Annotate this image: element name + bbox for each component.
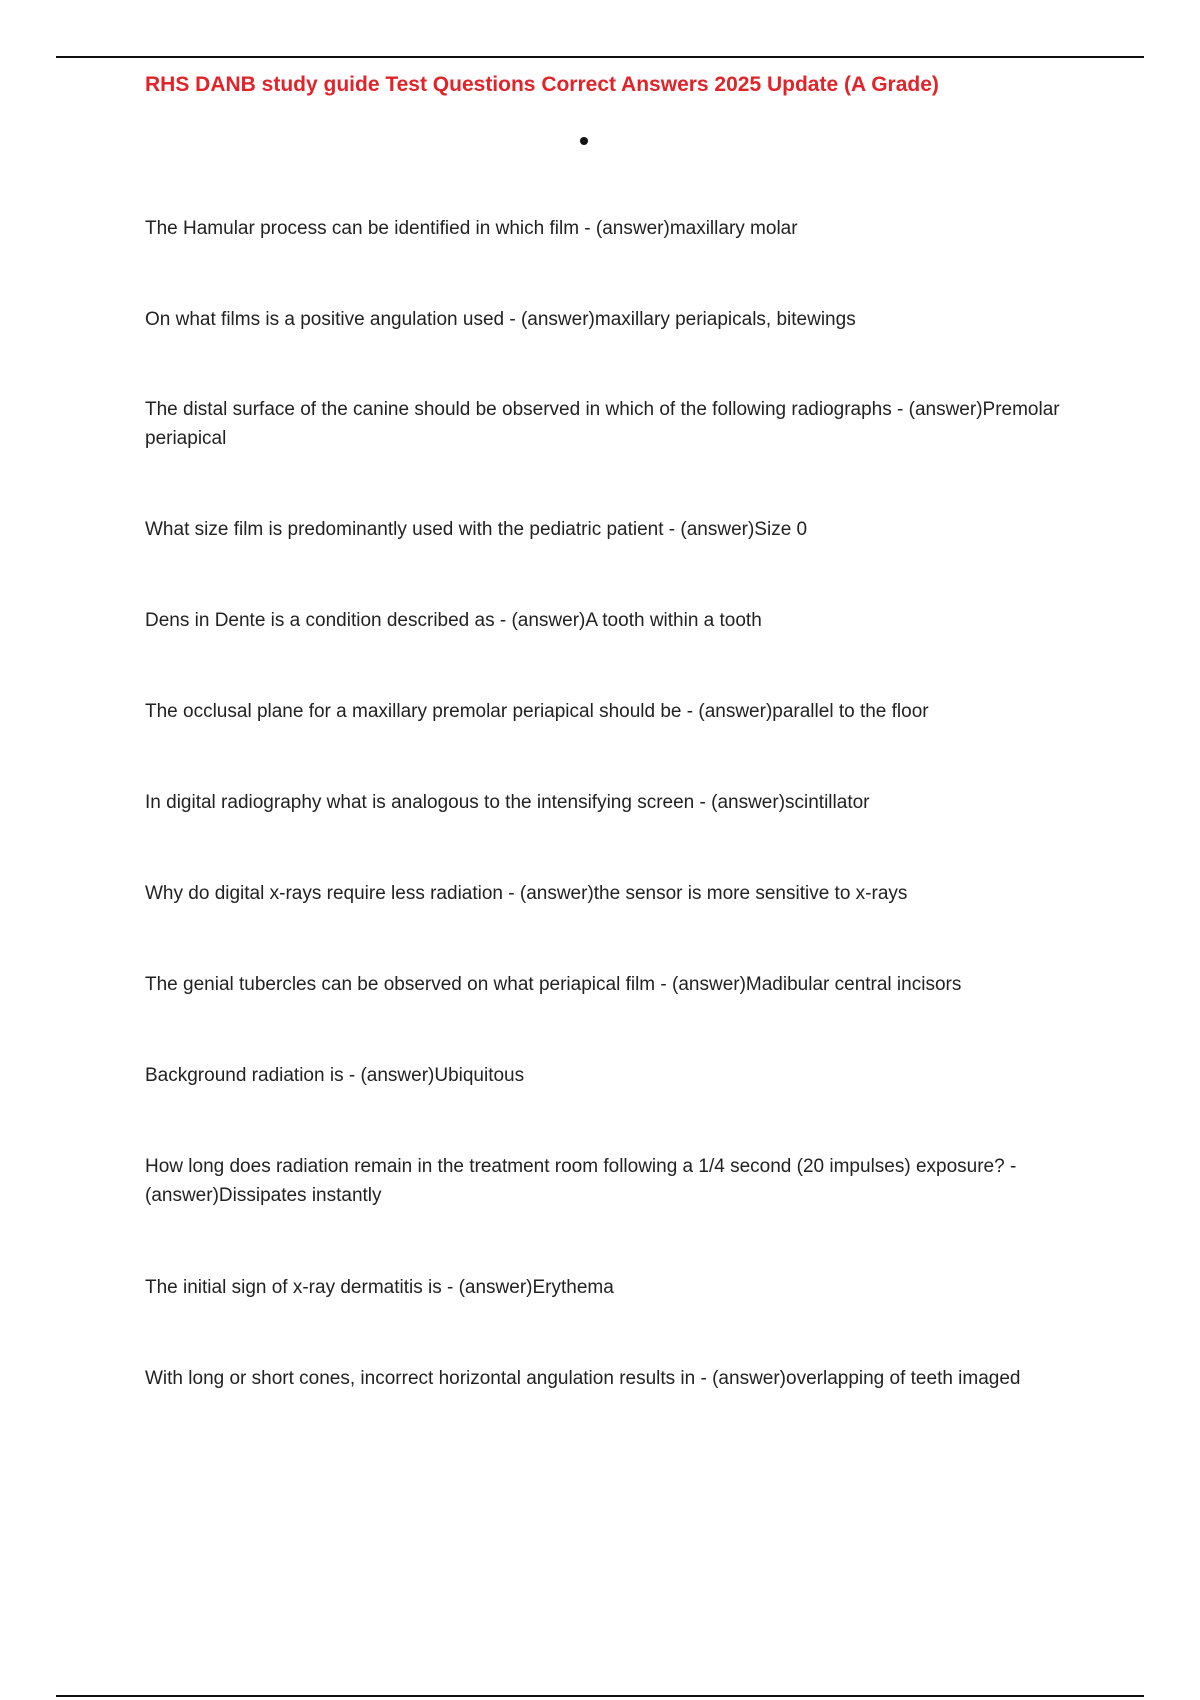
qa-item: With long or short cones, incorrect horizontal angulation results in - (answer)overlapping of teeth imaged bbox=[145, 1368, 1021, 1389]
footer-rule bbox=[56, 1695, 1144, 1697]
qa-item: Why do digital x-rays require less radiation - (answer)the sensor is more sensitive to x-rays bbox=[145, 883, 908, 904]
qa-item: The genial tubercles can be observed on what periapical film - (answer)Madibular central incisors bbox=[145, 974, 962, 995]
qa-item: What size film is predominantly used with the pediatric patient - (answer)Size 0 bbox=[145, 519, 808, 540]
qa-item: The initial sign of x-ray dermatitis is - (answer)Erythema bbox=[145, 1277, 614, 1298]
qa-item: On what films is a positive angulation used - (answer)maxillary periapicals, bitewings bbox=[145, 309, 856, 330]
header-rule bbox=[56, 56, 1144, 58]
qa-item: How long does radiation remain in the treatment room following a 1/4 second (20 impulses) exposure? - (answer)Dissipates instantly bbox=[145, 1156, 1017, 1206]
bullet-icon bbox=[580, 137, 588, 145]
qa-item: Dens in Dente is a condition described as - (answer)A tooth within a tooth bbox=[145, 610, 762, 631]
qa-item: The occlusal plane for a maxillary premolar periapical should be - (answer)parallel to the floor bbox=[145, 701, 929, 722]
qa-item: The Hamular process can be identified in which film - (answer)maxillary molar bbox=[145, 218, 798, 239]
qa-item: The distal surface of the canine should be observed in which of the following radiographs - (answer)Premolar periapical bbox=[145, 399, 1060, 449]
qa-item: In digital radiography what is analogous to the intensifying screen - (answer)scintillator bbox=[145, 792, 870, 813]
document-title: RHS DANB study guide Test Questions Correct Answers 2025 Update (A Grade) bbox=[145, 73, 939, 96]
qa-item: Background radiation is - (answer)Ubiquitous bbox=[145, 1065, 525, 1086]
